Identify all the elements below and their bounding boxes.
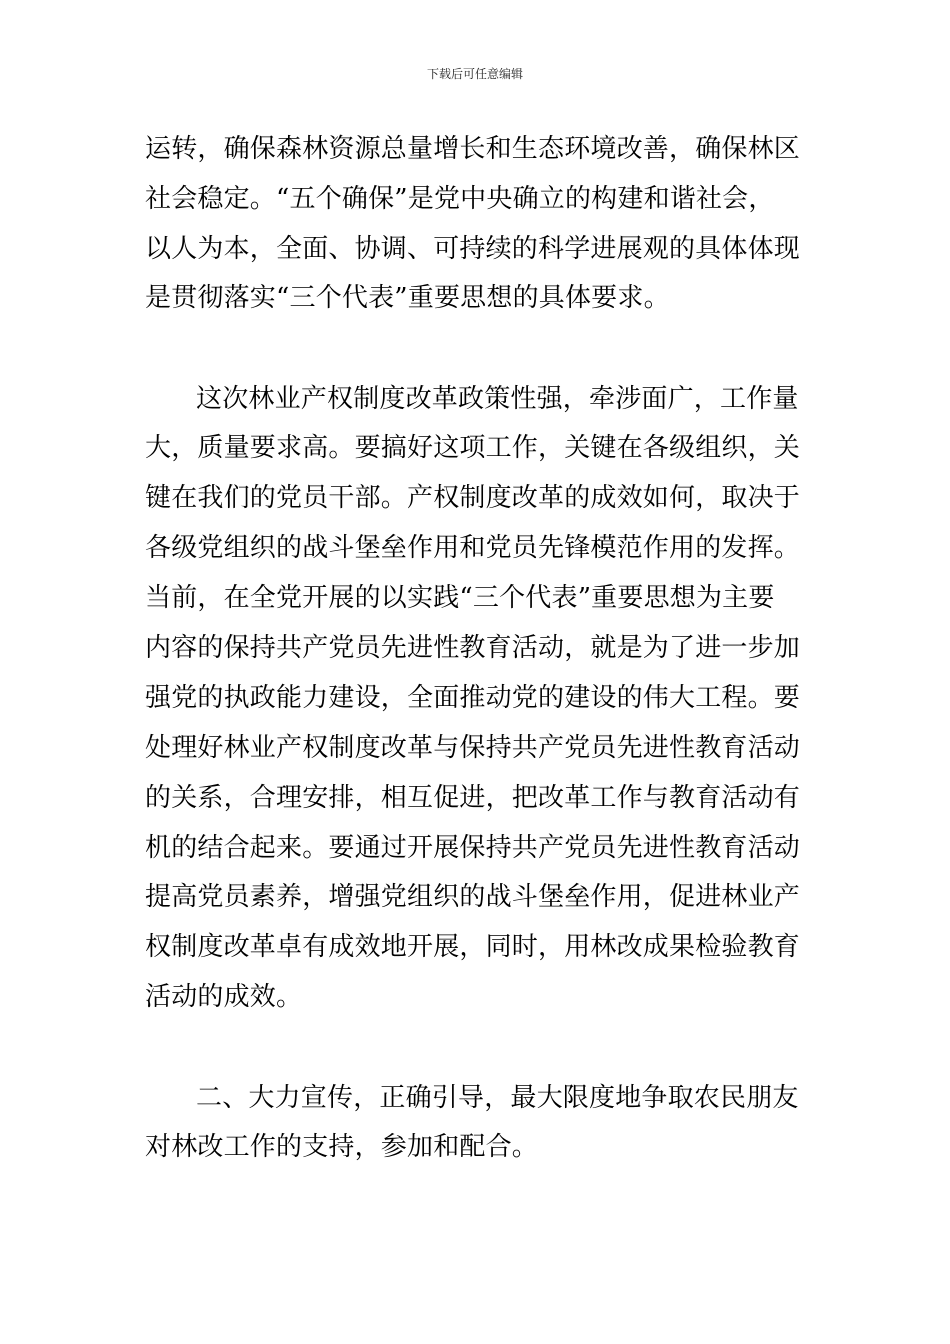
page-header: 下载后可任意编辑 — [426, 67, 523, 81]
paragraph-2-line-10: 机的结合起来。要通过开展保持共产党员先进性教育活动 — [145, 833, 801, 863]
paragraph-2-line-5: 当前，在全党开展的以实践“三个代表”重要思想为主要 — [145, 583, 775, 613]
paragraph-3-line-1: 二、大力宣传，正确引导，最大限度地争取农民朋友 — [196, 1083, 799, 1113]
paragraph-1-line-3: 以人为本，全面、协调、可持续的科学进展观的具体体现 — [145, 234, 801, 264]
paragraph-2-line-9: 的关系，合理安排，相互促进，把改革工作与教育活动有 — [145, 783, 801, 813]
paragraph-2-line-13: 活动的成效。 — [145, 982, 303, 1012]
paragraph-2-line-12: 权制度改革卓有成效地开展，同时，用林改成果检验教育 — [145, 932, 801, 962]
paragraph-2-line-2: 大，质量要求高。要搞好这项工作，关键在各级组织，关 — [145, 433, 801, 463]
paragraph-1-line-4: 是贯彻落实“三个代表”重要思想的具体要求。 — [145, 283, 670, 313]
paragraph-2-line-6: 内容的保持共产党员先进性教育活动，就是为了进一步加 — [145, 633, 801, 663]
paragraph-2-line-7: 强党的执政能力建设，全面推动党的建设的伟大工程。要 — [145, 683, 801, 713]
paragraph-3-line-2: 对林改工作的支持，参加和配合。 — [145, 1132, 539, 1162]
paragraph-2-line-11: 提高党员素养，增强党组织的战斗堡垒作用，促进林业产 — [145, 882, 801, 912]
paragraph-2-line-4: 各级党组织的战斗堡垒作用和党员先锋模范作用的发挥。 — [145, 533, 801, 563]
paragraph-2-line-1: 这次林业产权制度改革政策性强，牵涉面广，工作量 — [196, 384, 799, 414]
paragraph-2-line-3: 键在我们的党员干部。产权制度改革的成效如何，取决于 — [145, 483, 801, 513]
paragraph-2-line-8: 处理好林业产权制度改革与保持共产党员先进性教育活动 — [145, 733, 801, 763]
paragraph-1-line-1: 运转，确保森林资源总量增长和生态环境改善，确保林区 — [145, 134, 801, 164]
paragraph-1-line-2: 社会稳定。“五个确保”是党中央确立的构建和谐社会， — [145, 184, 775, 214]
